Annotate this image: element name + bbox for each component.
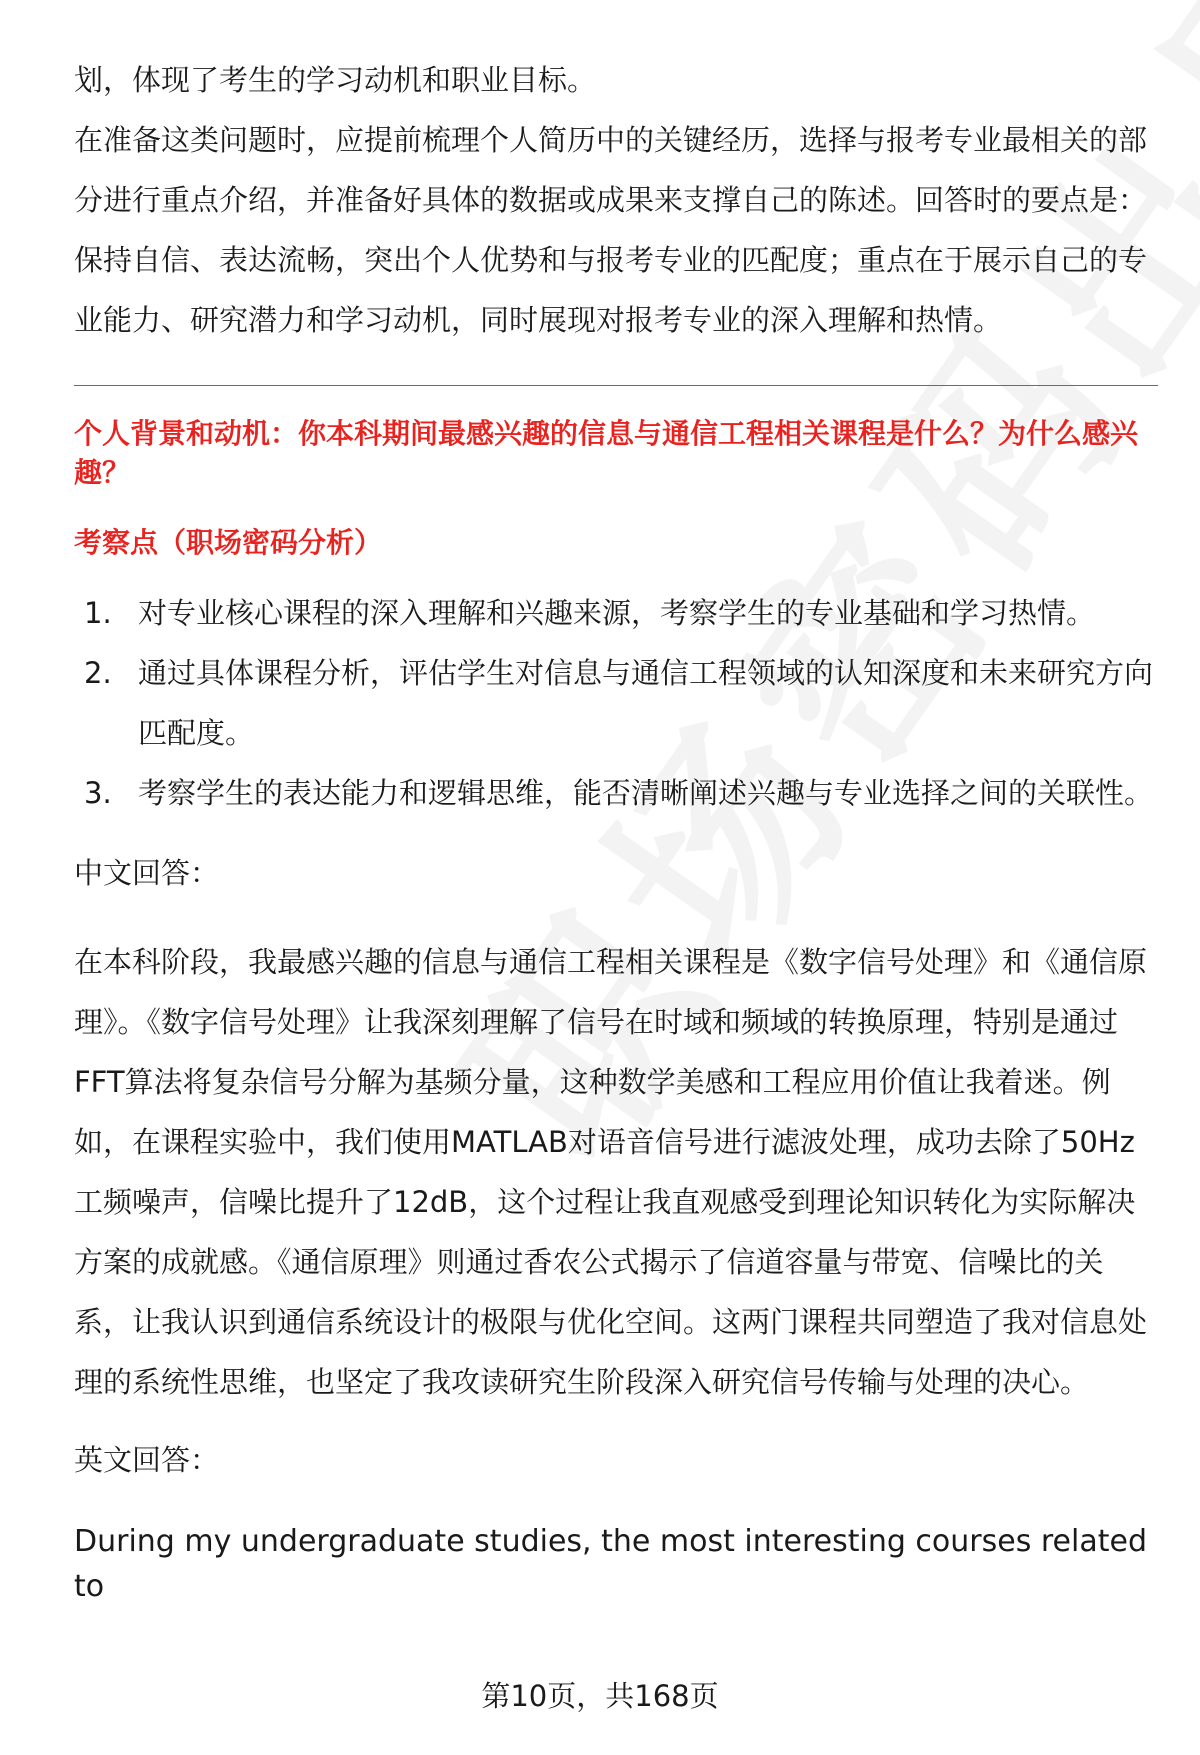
intro-line: 划，体现了考生的学习动机和职业目标。 — [74, 63, 597, 97]
section-divider — [74, 385, 1158, 386]
chinese-answer-label: 中文回答： — [74, 856, 220, 890]
page-content — [74, 50, 1158, 1609]
page-number: 第10页，共168页 — [481, 1679, 719, 1713]
list-text: 对专业核心课程的深入理解和兴趣来源，考察学生的专业基础和学习热情。 — [138, 596, 1096, 630]
intro-paragraph: 在准备这类问题时，应提前梳理个人简历中的关键经历，选择与报考专业最相关的部分进行重点介绍，并准备好具体的数据或成果来支撑自己的陈述。回答时的要点是：保持自信、表达流畅，突出个人优势和与报考专业的匹配度；重点在于展示自己的专业能力、研究潜力和学习动机，同时展现对报考专业的深入理解和热情。 — [74, 123, 1148, 337]
focus-list — [74, 583, 1158, 823]
list-number: 3. — [84, 776, 112, 810]
question-heading: 个人背景和动机：你本科期间最感兴趣的信息与通信工程相关课程是什么？为什么感兴趣？ — [74, 417, 1139, 489]
english-answer-label: 英文回答： — [74, 1443, 220, 1477]
list-number: 2. — [84, 656, 112, 690]
list-text: 通过具体课程分析，评估学生对信息与通信工程领域的认知深度和未来研究方向匹配度。 — [138, 656, 1154, 750]
list-item — [74, 583, 1158, 643]
focus-heading: 考察点（职场密码分析） — [74, 526, 383, 559]
chinese-answer: 在本科阶段，我最感兴趣的信息与通信工程相关课程是《数字信号处理》和《通信原理》。《数字信号处理》让我深刻理解了信号在时域和频域的转换原理，特别是通过FFT算法将复杂信号分解为基频分量，这种数学美感和工程应用价值让我着迷。例如，在课程实验中，我们使用MATLAB对语音信号进行滤波处理，成功去除了50Hz工频噪声，信噪比提升了12dB，这个过程让我直观感受到理论知识转化为实际解决方案的成就感。《通信原理》则通过香农公式揭示了信道容量与带宽、信噪比的关系，让我认识到通信系统设计的极限与优化空间。这两门课程共同塑造了我对信息处理的系统性思维，也坚定了我攻读研究生阶段深入研究信号传输与处理的决心。 — [74, 945, 1148, 1399]
list-text: 考察学生的表达能力和逻辑思维，能否清晰阐述兴趣与专业选择之间的关联性。 — [138, 776, 1154, 810]
list-item — [74, 763, 1158, 823]
list-number: 1. — [84, 596, 112, 630]
english-answer: During my undergraduate studies, the most interesting courses related to — [74, 1524, 1147, 1604]
list-item — [74, 643, 1158, 763]
